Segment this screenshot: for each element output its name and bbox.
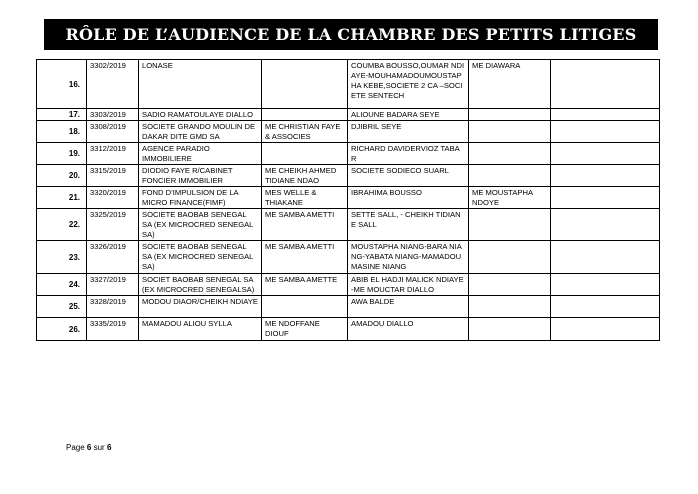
notes-cell: [551, 121, 660, 143]
table-row: [37, 165, 660, 187]
plaintiff-lawyer-cell: ME CHEIKH AHMED TIDIANE NDAO: [262, 165, 348, 187]
table-row: [37, 187, 660, 209]
file-number: 3328/2019: [87, 296, 139, 318]
table-row: [37, 318, 660, 341]
plaintiff-cell: SADIO RAMATOULAYE DIALLO: [139, 109, 262, 121]
row-number: 22.: [37, 209, 87, 241]
defendant-cell: COUMBA BOUSSO,OUMAR NDIAYE-MOUHAMADOUMOUSTAPHA KEBE,SOCIETE 2 CA –SOCIETE SENTECH: [348, 60, 469, 109]
footer-current-page: 6: [86, 443, 92, 452]
defendant-cell: AMADOU DIALLO: [348, 318, 469, 341]
table-row: [37, 60, 660, 109]
defendant-cell: MOUSTAPHA NIANG-BARA NIANG-YABATA NIANG-MAMADOU MASINE NIANG: [348, 241, 469, 274]
footer-page-label: Page: [66, 443, 85, 452]
page-title: RÔLE DE L’AUDIENCE DE LA CHAMBRE DES PETITS LITIGES: [65, 25, 637, 44]
defendant-cell: ALIOUNE BADARA SEYE: [348, 109, 469, 121]
hearing-schedule-table: [36, 59, 660, 341]
file-number: 3303/2019: [87, 109, 139, 121]
file-number: 3308/2019: [87, 121, 139, 143]
notes-cell: [551, 318, 660, 341]
plaintiff-cell: SOCIETE GRANDO MOULIN DE DAKAR DITE GMD SA: [139, 121, 262, 143]
plaintiff-lawyer-cell: MES WELLE & THIAKANE: [262, 187, 348, 209]
table-row: [37, 209, 660, 241]
file-number: 3325/2019: [87, 209, 139, 241]
row-number: 24.: [37, 274, 87, 296]
plaintiff-lawyer-cell: ME SAMBA AMETTI: [262, 241, 348, 274]
notes-cell: [551, 109, 660, 121]
table-row: [37, 241, 660, 274]
defendant-lawyer-cell: [469, 165, 551, 187]
plaintiff-cell: SOCIETE BAOBAB SENEGAL SA (EX MICROCRED SENEGAL SA): [139, 241, 262, 274]
plaintiff-cell: DIODIO FAYE R/CABINET FONCIER IMMOBILIER: [139, 165, 262, 187]
defendant-lawyer-cell: [469, 241, 551, 274]
file-number: 3326/2019: [87, 241, 139, 274]
file-number: 3315/2019: [87, 165, 139, 187]
plaintiff-lawyer-cell: ME CHRISTIAN FAYE & ASSOCIES: [262, 121, 348, 143]
page-footer: [66, 443, 111, 452]
notes-cell: [551, 274, 660, 296]
notes-cell: [551, 209, 660, 241]
plaintiff-cell: FOND D’IMPULSION DE LA MICRO FINANCE(FIMF): [139, 187, 262, 209]
file-number: 3327/2019: [87, 274, 139, 296]
plaintiff-cell: SOCIET BAOBAB SENEGAL SA (EX MICROCRED SENEGALSA): [139, 274, 262, 296]
defendant-cell: IBRAHIMA BOUSSO: [348, 187, 469, 209]
defendant-lawyer-cell: [469, 121, 551, 143]
file-number: 3302/2019: [87, 60, 139, 109]
notes-cell: [551, 296, 660, 318]
notes-cell: [551, 187, 660, 209]
defendant-cell: RICHARD DAVIDERVIOZ TABAR: [348, 143, 469, 165]
defendant-lawyer-cell: [469, 296, 551, 318]
plaintiff-lawyer-cell: ME SAMBA AMETTE: [262, 274, 348, 296]
notes-cell: [551, 60, 660, 109]
defendant-cell: AWA BALDE: [348, 296, 469, 318]
plaintiff-lawyer-cell: [262, 109, 348, 121]
table-row: [37, 274, 660, 296]
row-number: 17.: [37, 109, 87, 121]
footer-total-pages: 6: [106, 443, 112, 452]
defendant-lawyer-cell: [469, 209, 551, 241]
plaintiff-lawyer-cell: [262, 143, 348, 165]
defendant-cell: ABIB EL HADJI MALICK NDIAYE-ME MOUCTAR DIALLO: [348, 274, 469, 296]
notes-cell: [551, 165, 660, 187]
defendant-lawyer-cell: ME DIAWARA: [469, 60, 551, 109]
plaintiff-lawyer-cell: ME NDOFFANE DIOUF: [262, 318, 348, 341]
defendant-cell: SETTE SALL, - CHEIKH TIDIANE SALL: [348, 209, 469, 241]
footer-sur-label: sur: [93, 443, 105, 452]
plaintiff-cell: MODOU DIAOR/CHEIKH NDIAYE: [139, 296, 262, 318]
defendant-lawyer-cell: ME MOUSTAPHA NDOYE: [469, 187, 551, 209]
notes-cell: [551, 241, 660, 274]
plaintiff-lawyer-cell: [262, 60, 348, 109]
plaintiff-lawyer-cell: [262, 296, 348, 318]
notes-cell: [551, 143, 660, 165]
plaintiff-cell: MAMADOU ALIOU SYLLA: [139, 318, 262, 341]
file-number: 3320/2019: [87, 187, 139, 209]
defendant-lawyer-cell: [469, 109, 551, 121]
table-row: [37, 109, 660, 121]
file-number: 3335/2019: [87, 318, 139, 341]
table-row: [37, 296, 660, 318]
row-number: 18.: [37, 121, 87, 143]
row-number: 16.: [37, 60, 87, 109]
table-row: [37, 143, 660, 165]
row-number: 20.: [37, 165, 87, 187]
file-number: 3312/2019: [87, 143, 139, 165]
row-number: 23.: [37, 241, 87, 274]
table-row: [37, 121, 660, 143]
plaintiff-cell: SOCIETE BAOBAB SENEGAL SA (EX MICROCRED SENEGAL SA): [139, 209, 262, 241]
defendant-lawyer-cell: [469, 143, 551, 165]
defendant-lawyer-cell: [469, 274, 551, 296]
row-number: 21.: [37, 187, 87, 209]
defendant-cell: DJIBRIL SEYE: [348, 121, 469, 143]
row-number: 19.: [37, 143, 87, 165]
plaintiff-cell: AGENCE PARADIO IMMOBILIERE: [139, 143, 262, 165]
defendant-cell: SOCIETE SODIECO SUARL: [348, 165, 469, 187]
plaintiff-lawyer-cell: ME SAMBA AMETTI: [262, 209, 348, 241]
page-title-banner: [44, 19, 658, 50]
plaintiff-cell: LONASE: [139, 60, 262, 109]
defendant-lawyer-cell: [469, 318, 551, 341]
row-number: 25.: [37, 296, 87, 318]
row-number: 26.: [37, 318, 87, 341]
